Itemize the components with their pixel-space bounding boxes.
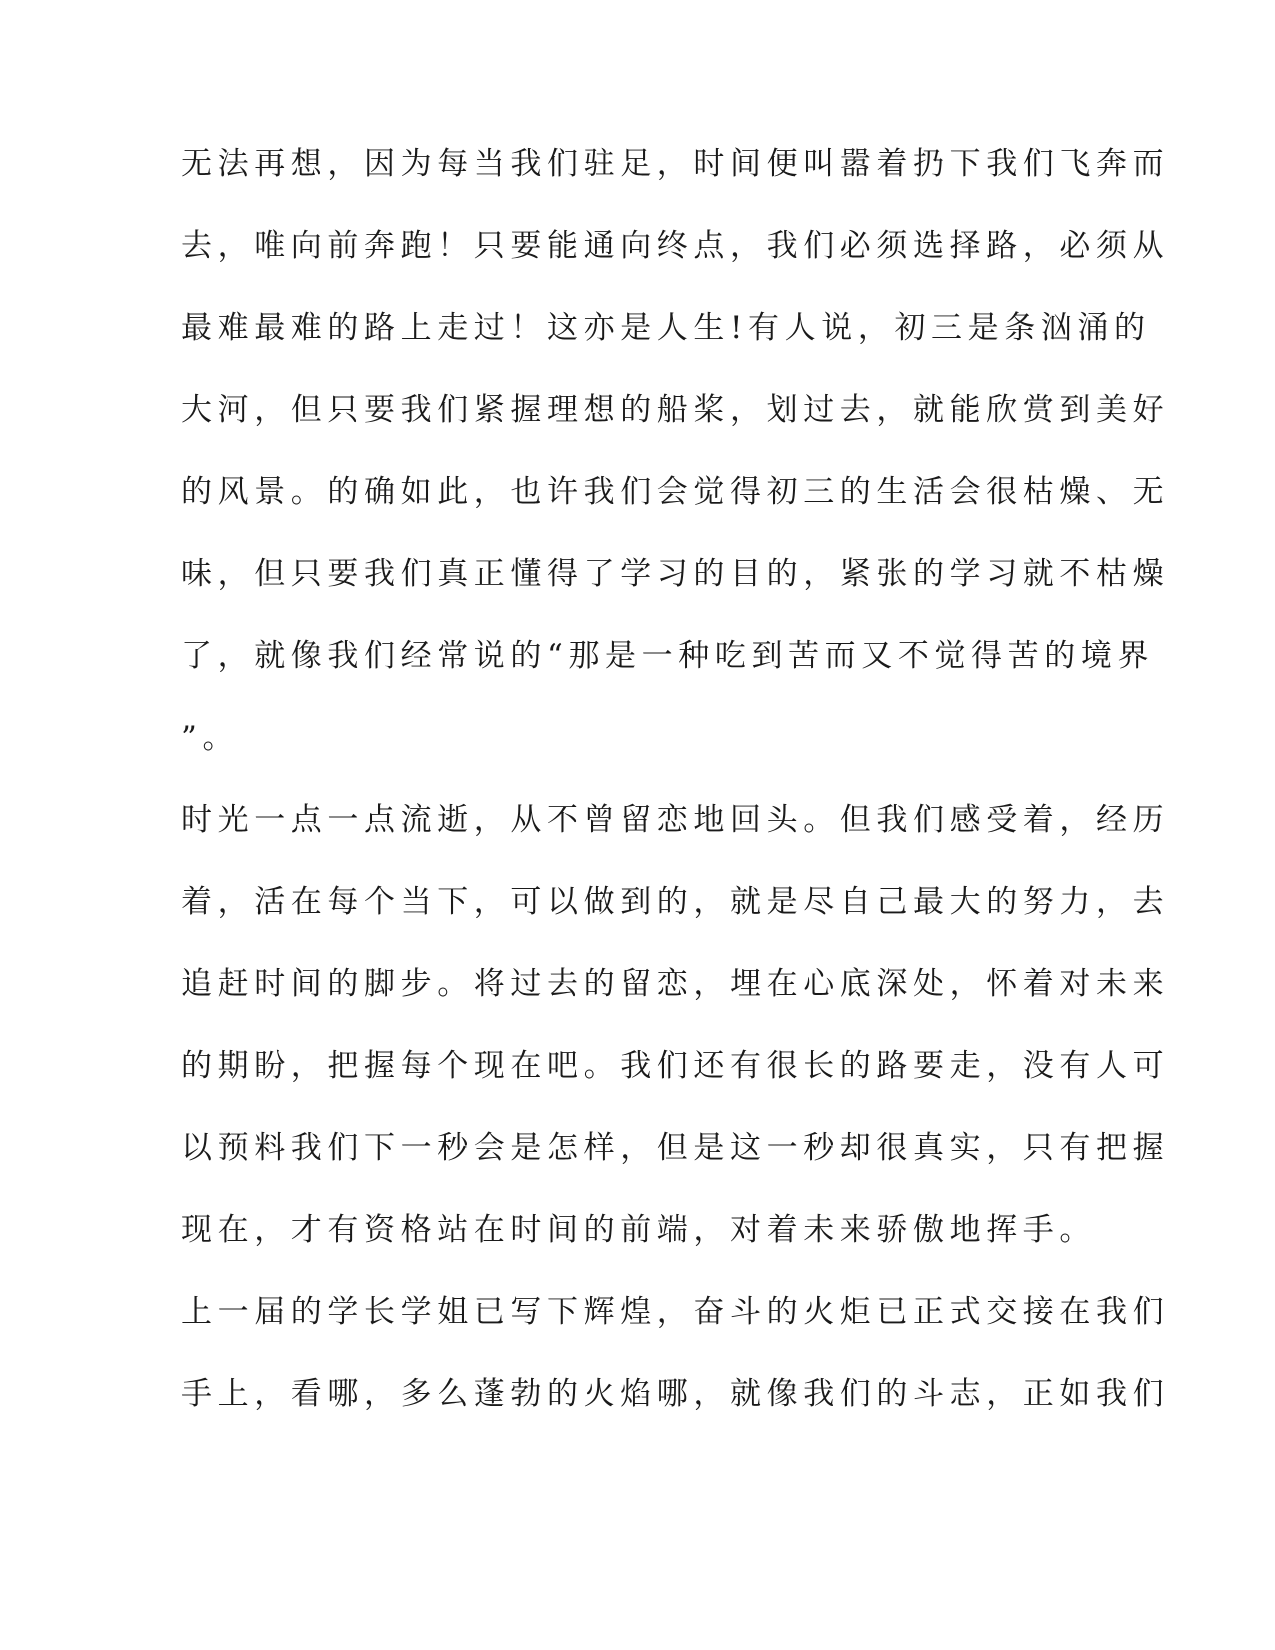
text-line: 上一届的学长学姐已写下辉煌，奋斗的火炬已正式交接在我们 [181,1294,1170,1330]
text-line: 的风景。的确如此，也许我们会觉得初三的生活会很枯燥、无 [181,474,1170,510]
text-line: 去，唯向前奔跑！只要能通向终点，我们必须选择路，必须从 [181,228,1170,264]
text-line: 追赶时间的脚步。将过去的留恋，埋在心底深处，怀着对未来 [181,966,1170,1002]
text-line: ”。 [181,720,240,756]
text-line: 现在，才有资格站在时间的前端，对着未来骄傲地挥手。 [181,1212,1096,1248]
text-line: 无法再想，因为每当我们驻足，时间便叫嚣着扔下我们飞奔而 [181,146,1170,182]
text-line: 了，就像我们经常说的“那是一种吃到苦而又不觉得苦的境界 [181,638,1155,674]
text-line: 最难最难的路上走过！这亦是人生!有人说，初三是条汹涌的 [181,310,1151,346]
text-line: 大河，但只要我们紧握理想的船桨，划过去，就能欣赏到美好 [181,392,1170,428]
text-line: 时光一点一点流逝，从不曾留恋地回头。但我们感受着，经历 [181,802,1170,838]
text-line: 以预料我们下一秒会是怎样，但是这一秒却很真实，只有把握 [181,1130,1170,1166]
text-line: 手上，看哪，多么蓬勃的火焰哪，就像我们的斗志，正如我们 [181,1376,1170,1412]
text-line: 着，活在每个当下，可以做到的，就是尽自己最大的努力，去 [181,884,1170,920]
text-line: 味，但只要我们真正懂得了学习的目的，紧张的学习就不枯燥 [181,556,1170,592]
text-line: 的期盼，把握每个现在吧。我们还有很长的路要走，没有人可 [181,1048,1170,1084]
body-text [181,123,1170,1435]
